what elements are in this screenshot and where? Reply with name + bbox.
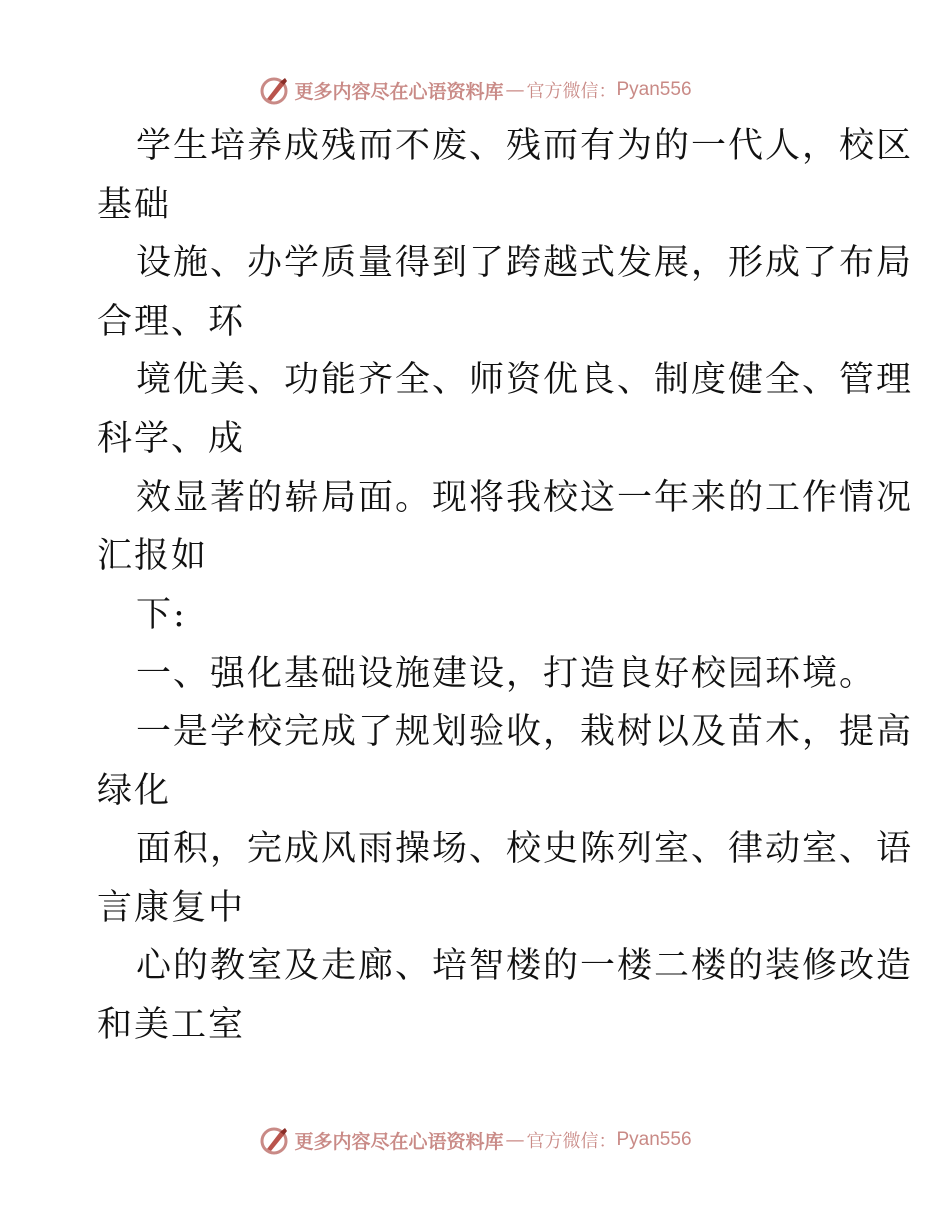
watermark-wechat-id: Pyan556 — [616, 1129, 692, 1150]
watermark-separator: — — [505, 1129, 525, 1151]
watermark-separator: — — [505, 79, 525, 101]
pen-logo-icon — [258, 74, 290, 106]
text-line: 境优美、功能齐全、师资优良、制度健全、管理 — [136, 360, 914, 400]
watermark-site-text: 更多内容尽在心语资料库 — [294, 1130, 504, 1153]
watermark-wechat-id: Pyan556 — [616, 79, 692, 100]
text-line: 效显著的崭局面。现将我校这一年来的工作情况 — [136, 478, 914, 518]
watermark-wechat-label: 官方微信： — [526, 1131, 617, 1152]
watermark-wechat-label: 官方微信： — [526, 81, 617, 102]
text-line: 言康复中 — [97, 888, 246, 928]
text-line: 绿化 — [97, 771, 172, 811]
section-heading: 一、强化基础设施建设，打造良好校园环境。 — [136, 654, 877, 694]
footer-watermark — [0, 1120, 950, 1160]
text-line: 设施、办学质量得到了跨越式发展，形成了布局 — [136, 243, 914, 283]
text-line: 一是学校完成了规划验收，栽树以及苗木，提高 — [136, 712, 914, 752]
text-line: 合理、环 — [97, 302, 246, 342]
text-line: 科学、成 — [97, 419, 246, 459]
text-line: 学生培养成残而不废、残而有为的一代人，校区 — [136, 126, 914, 166]
text-line: 面积，完成风雨操场、校史陈列室、律动室、语 — [136, 829, 914, 869]
watermark-site-text: 更多内容尽在心语资料库 — [294, 80, 504, 103]
text-line: 基础 — [97, 185, 172, 225]
text-line: 下: — [136, 595, 187, 635]
text-line: 心的教室及走廊、培智楼的一楼二楼的装修改造 — [136, 946, 914, 986]
header-watermark — [0, 70, 950, 110]
pen-logo-icon — [258, 1124, 290, 1156]
text-line: 汇报如 — [97, 536, 209, 576]
text-line: 和美工室 — [97, 1005, 246, 1045]
